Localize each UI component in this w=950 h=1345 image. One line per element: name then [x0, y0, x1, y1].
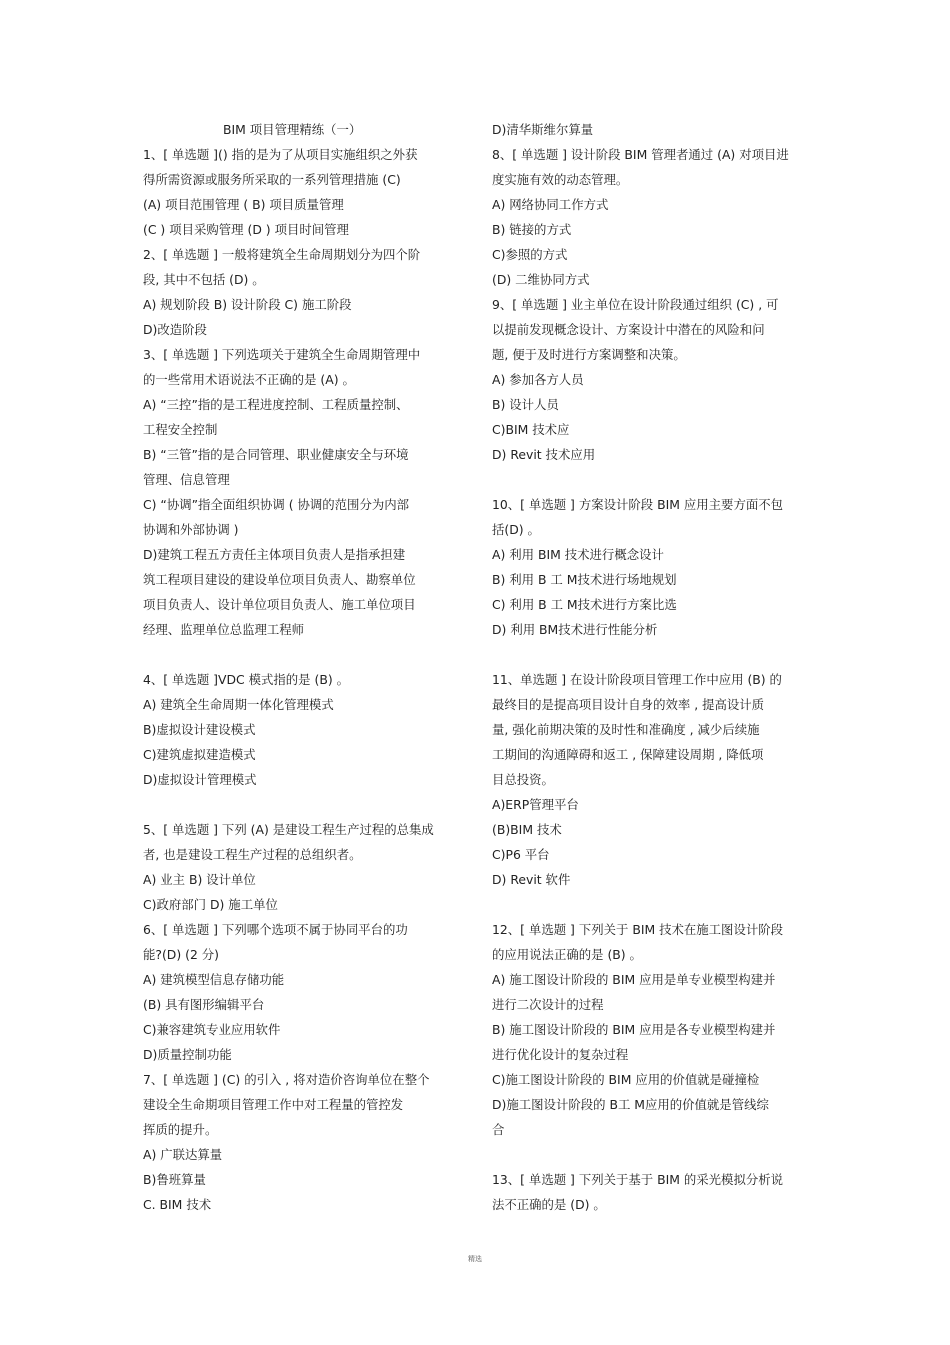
text-line: A) 施工图设计阶段的 BIM 应用是单专业模型构建并 — [492, 972, 776, 987]
text-line: 能?(D) (2 分) — [143, 947, 219, 962]
text-line: 6、[ 单选题 ] 下列哪个选项不属于协同平台的功 — [143, 922, 408, 937]
text-line: 管理、信息管理 — [143, 472, 230, 487]
text-line: D) Revit 软件 — [492, 872, 571, 887]
text-line: C) “协调”指全面组织协调 ( 协调的范围分为内部 — [143, 497, 410, 512]
text-line: D)质量控制功能 — [143, 1047, 232, 1062]
text-line: A) 网络协同工作方式 — [492, 197, 609, 212]
blank-line — [492, 467, 812, 492]
text-line: 题, 便于及时进行方案调整和决策。 — [492, 347, 686, 362]
text-line: 度实施有效的动态管理。 — [492, 172, 629, 187]
text-line: D)清华斯维尔算量 — [492, 122, 594, 137]
text-line: 9、[ 单选题 ] 业主单位在设计阶段通过组织 (C) , 可 — [492, 297, 779, 312]
text-line: 工期间的沟通障碍和返工 , 保障建设周期 , 降低项 — [492, 747, 764, 762]
text-line: D)改造阶段 — [143, 322, 207, 337]
text-line: A) 建筑模型信息存储功能 — [143, 972, 285, 987]
text-line: B)虚拟设计建设模式 — [143, 722, 256, 737]
text-line: D)虚拟设计管理模式 — [143, 772, 257, 787]
text-line: A) 利用 BIM 技术进行概念设计 — [492, 547, 664, 562]
text-line: 10、[ 单选题 ] 方案设计阶段 BIM 应用主要方面不包 — [492, 497, 784, 512]
text-line: A)ERP管理平台 — [492, 797, 579, 812]
text-line: 目总投资。 — [492, 772, 554, 787]
text-line: B) 利用 B 工 M技术进行场地规划 — [492, 572, 677, 587]
right-question-lines — [492, 117, 812, 1217]
text-line: A) 广联达算量 — [143, 1147, 223, 1162]
text-line: B) 设计人员 — [492, 397, 559, 412]
text-line: C)兼容建筑专业应用软件 — [143, 1022, 281, 1037]
blank-line — [492, 1142, 812, 1167]
blank-line — [492, 642, 812, 667]
text-line: 经理、监理单位总监理工程师 — [143, 622, 305, 637]
text-line: (D) 二维协同方式 — [492, 272, 590, 287]
text-line: C)参照的方式 — [492, 247, 568, 262]
text-line: 的一些常用术语说法不正确的是 (A) 。 — [143, 372, 355, 387]
right-column — [492, 117, 812, 1217]
blank-line — [492, 892, 812, 917]
text-line: 1、[ 单选题 ]() 指的是为了从项目实施组织之外获 — [143, 147, 418, 162]
text-line: C)建筑虚拟建造模式 — [143, 747, 256, 762]
text-line: 3、[ 单选题 ] 下列选项关于建筑全生命周期管理中 — [143, 347, 421, 362]
document-title: BIM 项目管理精练（一） — [223, 122, 362, 137]
text-line: 得所需资源或服务所采取的一系列管理措施 (C) — [143, 172, 401, 187]
page-footer: 精选 — [468, 1255, 482, 1263]
text-line: A) 建筑全生命周期一体化管理模式 — [143, 697, 334, 712]
text-line: 13、[ 单选题 ] 下列关于基于 BIM 的采光模拟分析说 — [492, 1172, 784, 1187]
text-line: 括(D) 。 — [492, 522, 540, 537]
text-line: B)鲁班算量 — [143, 1172, 206, 1187]
text-line: 挥质的提升。 — [143, 1122, 218, 1137]
text-line: C)政府部门 D) 施工单位 — [143, 897, 278, 912]
text-line: 进行二次设计的过程 — [492, 997, 604, 1012]
text-line: 建设全生命期项目管理工作中对工程量的管控发 — [143, 1097, 404, 1112]
text-line: 最终目的是提高项目设计自身的效率 , 提高设计质 — [492, 697, 765, 712]
text-line: 以提前发现概念设计、方案设计中潜在的风险和问 — [492, 322, 765, 337]
text-line: (B)BIM 技术 — [492, 822, 562, 837]
text-line: D)建筑工程五方责任主体项目负责人是指承担建 — [143, 547, 406, 562]
text-line: 量, 强化前期决策的及时性和准确度 , 减少后续施 — [492, 722, 760, 737]
blank-line — [143, 792, 448, 817]
text-line: 工程安全控制 — [143, 422, 218, 437]
text-line: D) Revit 技术应用 — [492, 447, 596, 462]
text-line: (B) 具有图形编辑平台 — [143, 997, 265, 1012]
text-line: 合 — [492, 1122, 505, 1137]
text-line: D) 利用 BM技术进行性能分析 — [492, 622, 658, 637]
left-column — [143, 117, 448, 1217]
text-line: 段, 其中不包括 (D) 。 — [143, 272, 265, 287]
text-line: D)施工图设计阶段的 B工 M应用的价值就是管线综 — [492, 1097, 769, 1112]
text-line: A) 参加各方人员 — [492, 372, 584, 387]
text-line: 5、[ 单选题 ] 下列 (A) 是建设工程生产过程的总集成 — [143, 822, 434, 837]
text-line: B) 施工图设计阶段的 BIM 应用是各专业模型构建并 — [492, 1022, 776, 1037]
text-line: 11、单选题 ] 在设计阶段项目管理工作中应用 (B) 的 — [492, 672, 782, 687]
text-line: (A) 项目范围管理 ( B) 项目质量管理 — [143, 197, 344, 212]
text-line: 2、[ 单选题 ] 一般将建筑全生命周期划分为四个阶 — [143, 247, 421, 262]
text-line: 8、[ 单选题 ] 设计阶段 BIM 管理者通过 (A) 对项目进 — [492, 147, 789, 162]
text-line: 协调和外部协调 ) — [143, 522, 239, 537]
text-line: C) 利用 B 工 M技术进行方案比选 — [492, 597, 677, 612]
text-line: 进行优化设计的复杂过程 — [492, 1047, 629, 1062]
text-line: B) 链接的方式 — [492, 222, 572, 237]
text-line: (C ) 项目采购管理 (D ) 项目时间管理 — [143, 222, 349, 237]
text-line: B) “三管”指的是合同管理、职业健康安全与环境 — [143, 447, 409, 462]
text-line: 4、[ 单选题 ]VDC 模式指的是 (B) 。 — [143, 672, 349, 687]
text-line: A) “三控”指的是工程进度控制、工程质量控制、 — [143, 397, 409, 412]
blank-line — [143, 642, 448, 667]
text-line: C)施工图设计阶段的 BIM 应用的价值就是碰撞检 — [492, 1072, 760, 1087]
text-line: 法不正确的是 (D) 。 — [492, 1197, 606, 1212]
text-line: C)BIM 技术应 — [492, 422, 570, 437]
text-line: 筑工程项目建设的建设单位项目负责人、勘察单位 — [143, 572, 416, 587]
text-line: C. BIM 技术 — [143, 1197, 212, 1212]
text-line: A) 业主 B) 设计单位 — [143, 872, 256, 887]
text-line: C)P6 平台 — [492, 847, 550, 862]
text-line: 12、[ 单选题 ] 下列关于 BIM 技术在施工图设计阶段 — [492, 922, 784, 937]
text-line: 项目负责人、设计单位项目负责人、施工单位项目 — [143, 597, 416, 612]
left-question-lines — [143, 142, 448, 1217]
text-line: 的应用说法正确的是 (B) 。 — [492, 947, 642, 962]
text-line: 者, 也是建设工程生产过程的总组织者。 — [143, 847, 362, 862]
text-line: 7、[ 单选题 ] (C) 的引入 , 将对造价咨询单位在整个 — [143, 1072, 430, 1087]
text-line: A) 规划阶段 B) 设计阶段 C) 施工阶段 — [143, 297, 352, 312]
